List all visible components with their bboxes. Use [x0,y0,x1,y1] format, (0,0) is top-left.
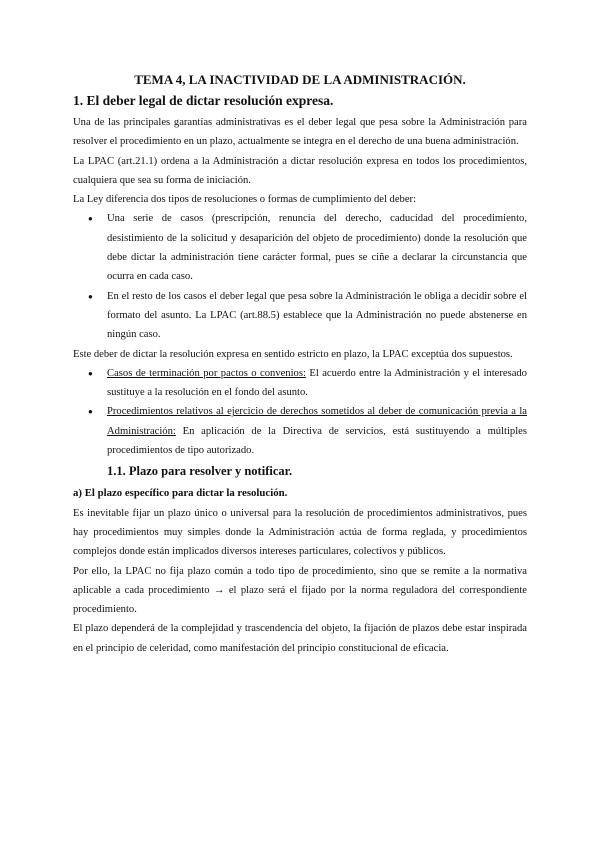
paragraph-2: La LPAC (art.21.1) ordena a la Administración a dictar resolución expresa en todos los procedimientos, cualquiera que sea su forma de iniciación. [73,155,527,186]
resolution-types-list [73,209,527,344]
list-item-text: Una serie de casos (prescripción, renuncia del derecho, caducidad del procedimiento, desistimiento de la solicitud y desaparición del objeto de procedimiento) donde la resolución que debe dictar la administración tiene carácter formal, pues se ciñe a declarar la circunstancia que ocurra en cada caso. [107,213,527,283]
paragraph-1: Una de las principales garantías administrativas es el deber legal que pesa sobre la Administración para resolver el procedimiento en un plazo, actualmente se integra en el derecho de una buena administración. [73,117,527,148]
list-item [73,287,527,345]
bullet-icon: ● [88,214,93,224]
subsection-a-heading: a) El plazo específico para dictar la resolución. [73,487,288,500]
paragraph-7: El plazo dependerá de la complejidad y trascendencia del objeto, la fijación de plazos debe estar inspirada en el principio de celeridad, como manifestación del principio constitucional de eficacia. [73,623,527,654]
list-item-underlined-lead: Casos de terminación por pactos o convenios: [107,367,306,379]
document-title: TEMA 4, LA INACTIVIDAD DE LA ADMINISTRACIÓN. [134,72,466,87]
list-item-text: En aplicación de la Directiva de servicios, está sustituyendo a múltiples procedimientos de tipo autorizado. [107,425,527,457]
document-body [73,113,527,658]
paragraph-6: Por ello, la LPAC no fija plazo común a todo tipo de procedimiento, sino que se remite a la normativa aplicable a cada procedimiento → el plazo será el fijado por la norma reguladora del correspondiente procedimiento. [73,565,527,616]
list-item-text: El acuerdo entre la Administración y el interesado sustituye a la resolución en el fondo del asunto. [107,367,527,399]
list-item-text: En el resto de los casos el deber legal que pesa sobre la Administración le obliga a decidir sobre el formato del asunto. La LPAC (art.88.5) establece que la Administración no puede abstenerse en ningún caso. [107,290,527,341]
paragraph-5: Es inevitable fijar un plazo único o universal para la resolución de procedimientos administrativos, pues hay procedimientos muy simples donde la Administración actúa de forma reglada, y procedimientos complejos donde están implicados diversos intereses particulares, colectivos y públicos. [73,507,527,558]
section-1-heading: 1. El deber legal de dictar resolución expresa. [73,93,334,108]
list-item-underlined-lead: Procedimientos relativos al ejercicio de derechos sometidos al deber de comunicación previa a la Administración: [107,406,527,437]
list-item [73,402,527,460]
paragraph-3: La Ley diferencia dos tipos de resoluciones o formas de cumplimiento del deber: [73,194,417,206]
list-item [73,209,527,286]
list-item [73,364,527,403]
paragraph-4: Este deber de dictar la resolución expresa en sentido estricto en plazo, la LPAC exceptúa dos supuestos. [73,348,513,360]
bullet-icon: ● [88,291,93,301]
bullet-icon: ● [88,407,93,417]
exceptions-list [73,364,527,460]
section-1-1-heading: 1.1. Plazo para resolver y notificar. [107,464,293,479]
bullet-icon: ● [88,368,93,378]
